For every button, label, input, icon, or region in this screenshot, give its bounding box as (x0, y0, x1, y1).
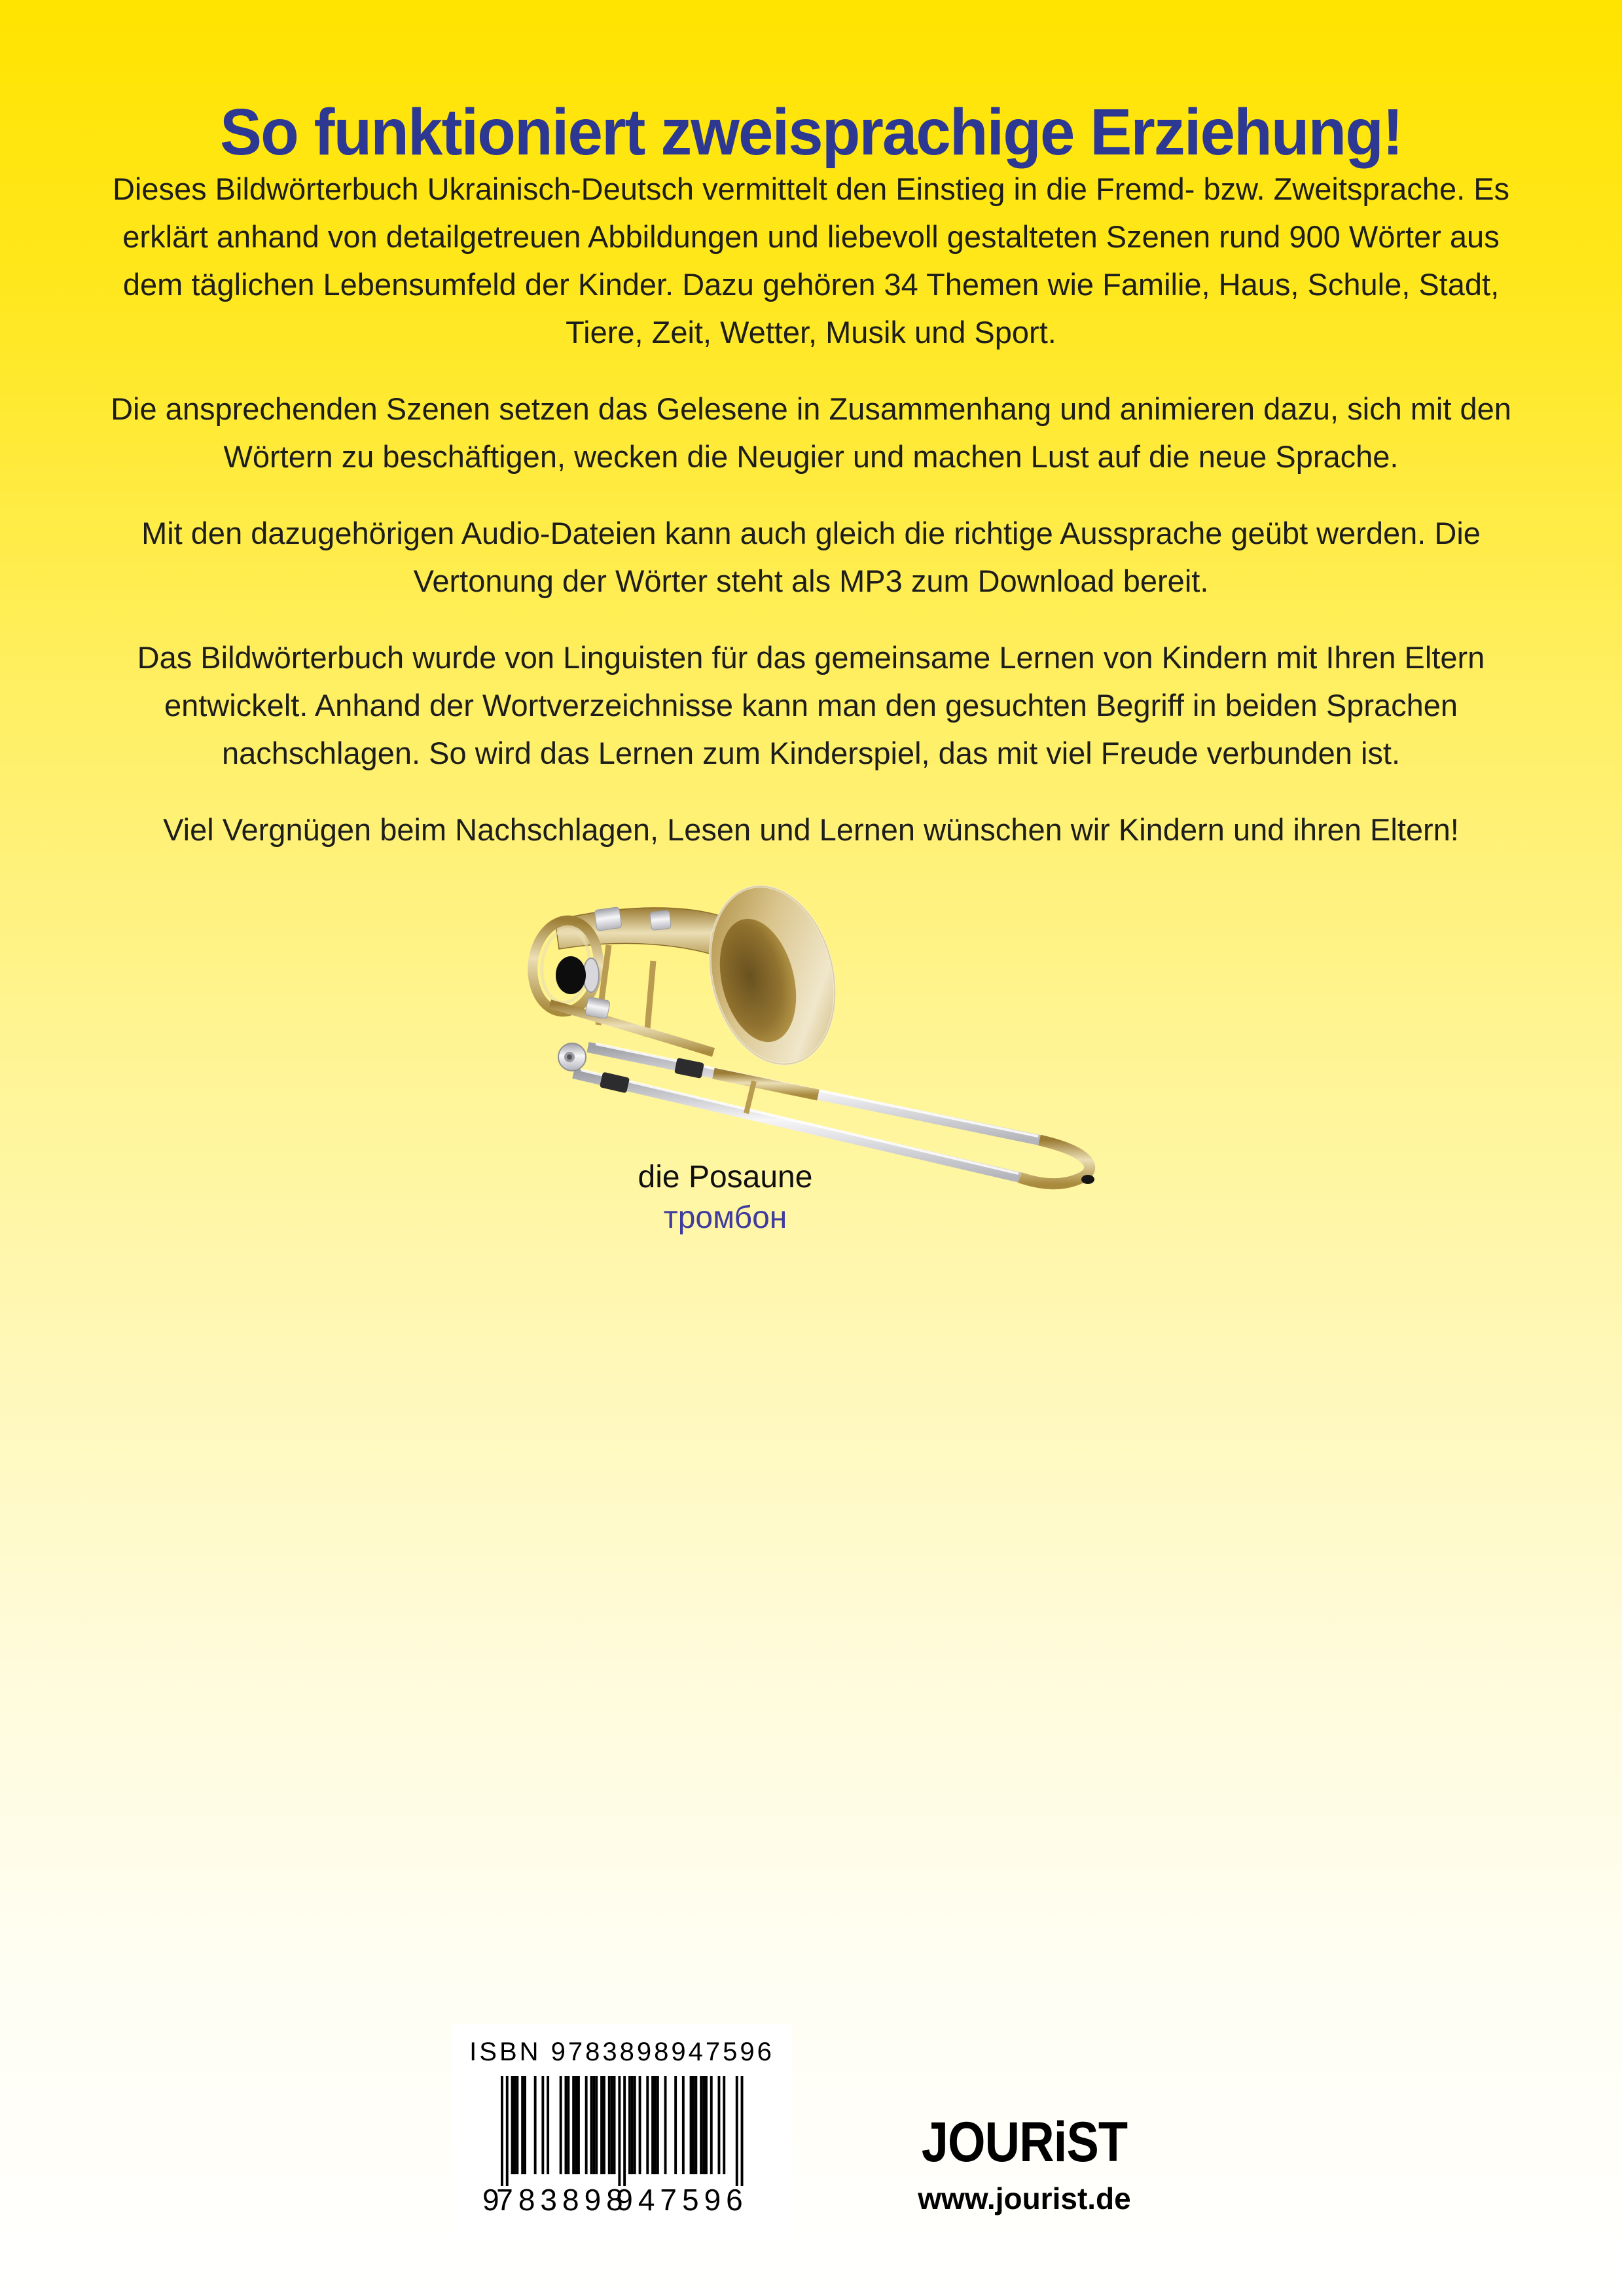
paragraph: Das Bildwörterbuch wurde von Linguisten für das gemeinsame Lernen von Kindern mit Ihren Eltern entwickelt. Anhand der Wortverzeichnisse kann man den gesuchten Begriff in beiden Sprachen nachschlagen. So wird das Lernen zum Kinderspiel, das mit viel Freude verbunden ist. (137, 640, 1485, 770)
barcode-digit-group2: 947596 (616, 2183, 748, 2215)
figure-caption (594, 1157, 856, 1238)
paragraph: Dieses Bildwörterbuch Ukrainisch-Deutsch vermittelt den Einstieg in die Fremd- bzw. Zweitsprache. Es erklärt anhand von detailgetreuen Abbildungen und liebevoll gestalteten Szenen rund 900 Wörter aus dem täglichen Lebensumfeld der Kinder. Dazu gehören 34 Themen wie Familie, Haus, Schule, Stadt, Tiere, Zeit, Wetter, Musik und Sport. (112, 171, 1510, 350)
page-title: So funktioniert zweisprachige Erziehung! (219, 96, 1403, 169)
publisher-website: www.jourist.de (918, 2181, 1131, 2215)
paragraph: Die ansprechenden Szenen setzen das Gelesene in Zusammenhang und animieren dazu, sich mit den Wörtern zu beschäftigen, wecken die Neugier und machen Lust auf die neue Sprache. (111, 391, 1511, 474)
publisher-block (903, 2113, 1145, 2216)
barcode-digit-left: 9 (482, 2183, 499, 2215)
publisher-logo: JOURiST (921, 2111, 1128, 2174)
barcode-digit-group1: 783898 (496, 2183, 628, 2215)
paragraph: Mit den dazugehörigen Audio-Dateien kann auch gleich die richtige Aussprache geübt werden. Die Vertonung der Wörter steht als MP3 zum Download bereit. (141, 516, 1481, 598)
caption-ukrainian: тромбон (663, 1200, 787, 1235)
isbn-barcode-box (452, 2024, 792, 2240)
trombone-valve (556, 956, 586, 994)
isbn-label: ISBN 9783898947596 (469, 2037, 774, 2066)
caption-german: die Posaune (638, 1160, 813, 1194)
paragraph: Viel Vergnügen beim Nachschlagen, Lesen und Lernen wünschen wir Kindern und ihren Eltern! (163, 812, 1459, 847)
trombone-slide-bend (1020, 1140, 1090, 1184)
ean13-barcode (481, 2076, 763, 2215)
description-text (91, 165, 1531, 882)
